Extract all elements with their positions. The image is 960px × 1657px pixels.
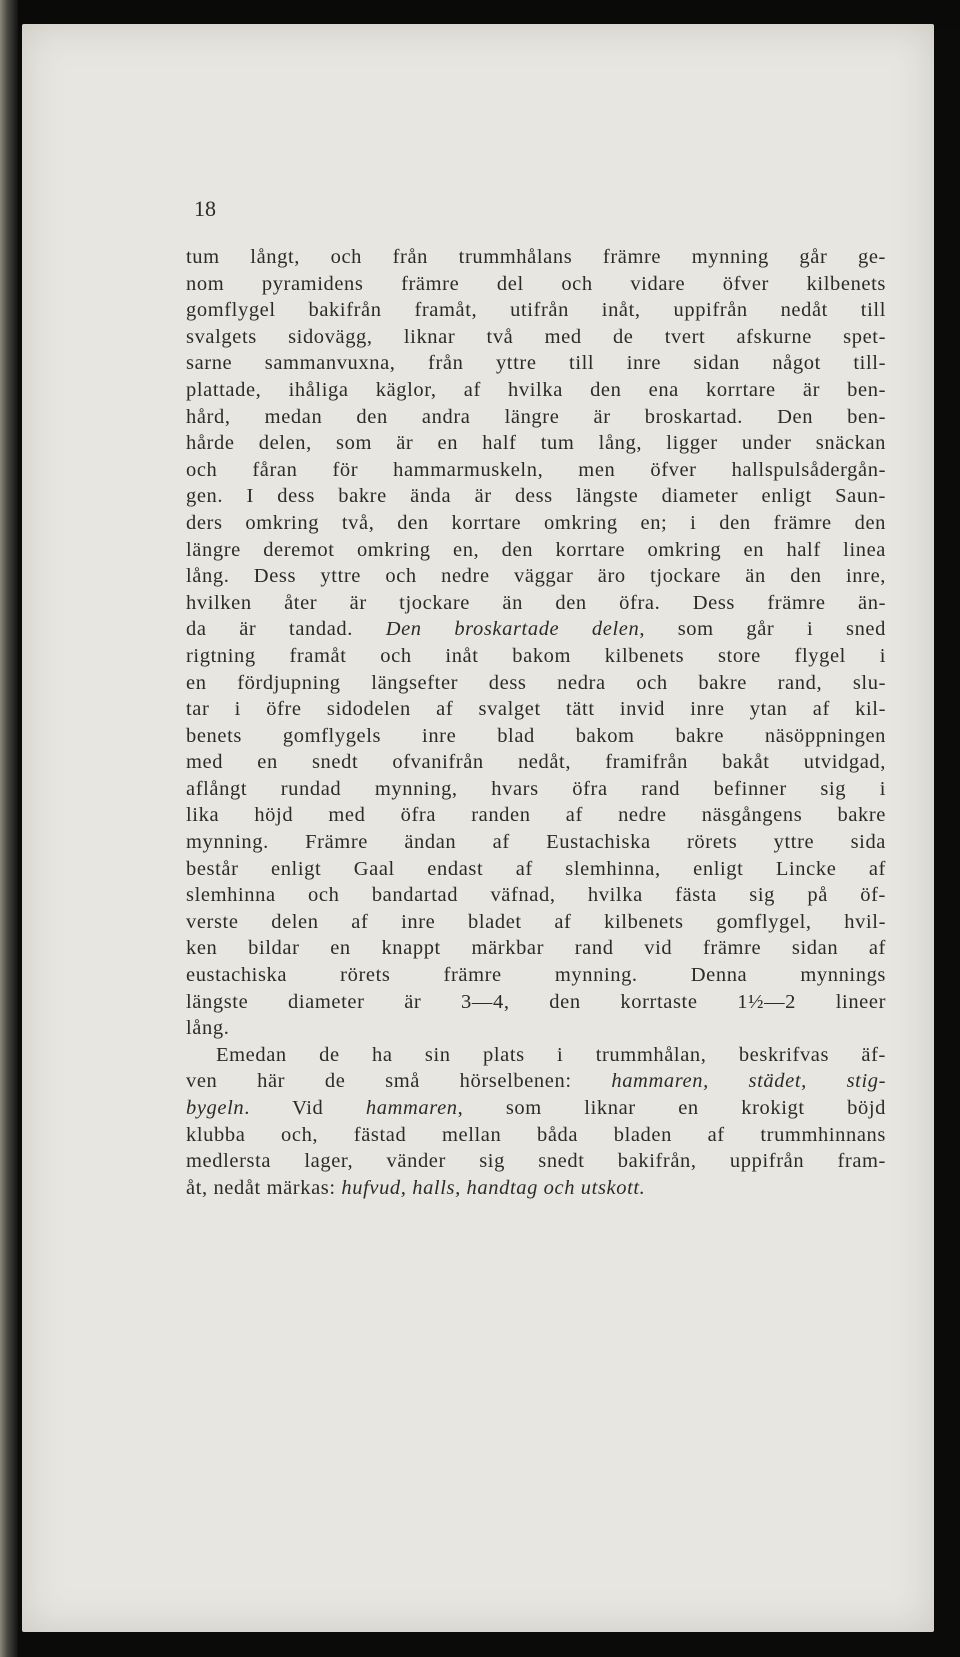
italic-term: hufvud, halls, handtag och utskott. bbox=[341, 1176, 646, 1199]
text-line bbox=[186, 1175, 886, 1202]
text-segment: hård, medan den andra längre är broskartad. Den ben- bbox=[186, 405, 886, 428]
text-line bbox=[186, 1095, 886, 1122]
text-line bbox=[186, 1042, 886, 1069]
text-line bbox=[186, 829, 886, 856]
text-segment: ken bildar en knappt märkbar rand vid främre sidan af bbox=[186, 937, 886, 960]
text-segment: aflångt rundad mynning, hvars öfra rand befinner sig i bbox=[186, 777, 886, 800]
text-segment: svalgets sidovägg, liknar två med de tvert afskurne spet- bbox=[186, 325, 886, 348]
text-segment: medlersta lager, vänder sig snedt bakifrån, uppifrån fram- bbox=[186, 1150, 886, 1173]
text-segment: lång. Dess yttre och nedre väggar äro tjockare än den inre, bbox=[186, 565, 886, 588]
text-segment: med en snedt ofvanifrån nedåt, framifrån bakåt utvidgad, bbox=[186, 751, 886, 774]
text-line bbox=[186, 350, 886, 377]
text-segment: Emedan de ha sin plats i trummhålan, beskrifvas äf- bbox=[216, 1043, 886, 1066]
text-line bbox=[186, 483, 886, 510]
text-segment: slemhinna och bandartad väfnad, hvilka fästa sig på öf- bbox=[186, 884, 886, 907]
text-segment: ders omkring två, den korrtare omkring en; i den främre den bbox=[186, 511, 886, 534]
italic-term: hammaren, städet, stig- bbox=[611, 1070, 887, 1093]
text-segment: verste delen af inre bladet af kilbenets gomflygel, hvil- bbox=[186, 910, 886, 933]
text-line bbox=[186, 324, 886, 351]
text-line bbox=[186, 297, 886, 324]
text-segment: mynning. Främre ändan af Eustachiska rörets yttre sida bbox=[186, 831, 886, 854]
text-line bbox=[186, 882, 886, 909]
text-line bbox=[186, 430, 886, 457]
text-segment: hårde delen, som är en half tum lång, ligger under snäckan bbox=[186, 432, 886, 455]
text-line bbox=[186, 616, 886, 643]
text-line bbox=[186, 271, 886, 298]
text-line bbox=[186, 1122, 886, 1149]
text-line bbox=[186, 749, 886, 776]
text-line bbox=[186, 457, 886, 484]
text-line bbox=[186, 670, 886, 697]
text-segment: längre deremot omkring en, den korrtare omkring en half linea bbox=[186, 538, 886, 561]
text-line bbox=[186, 377, 886, 404]
text-line bbox=[186, 909, 886, 936]
text-segment: gen. I dess bakre ända är dess längste diameter enligt Saun- bbox=[186, 485, 886, 508]
text-line bbox=[186, 776, 886, 803]
body-text bbox=[186, 244, 886, 1201]
italic-term: hammaren bbox=[365, 1097, 458, 1119]
text-segment: eustachiska rörets främre mynning. Denna mynnings bbox=[186, 964, 886, 987]
text-line bbox=[186, 989, 886, 1016]
text-segment: tar i öfre sidodelen af svalget tätt invid inre ytan af kil- bbox=[186, 698, 886, 721]
text-line bbox=[186, 935, 886, 962]
text-line bbox=[186, 856, 886, 883]
text-segment: sarne sammanvuxna, från yttre till inre sidan något till- bbox=[186, 352, 886, 375]
text-segment: åt, nedåt märkas: bbox=[186, 1176, 342, 1199]
italic-term: Den broskartade delen bbox=[385, 618, 640, 641]
text-segment: längste diameter är 3—4, den korrtaste 1½—2 lineer bbox=[186, 990, 886, 1013]
text-segment: . Vid bbox=[244, 1097, 366, 1119]
text-segment: klubba och, fästad mellan båda bladen af trummhinnans bbox=[186, 1123, 886, 1146]
text-segment: hvilken åter är tjockare än den öfra. Dess främre än- bbox=[186, 591, 886, 614]
text-segment: , som liknar en krokigt böjd bbox=[457, 1097, 886, 1119]
scan-border-left bbox=[0, 0, 18, 1657]
text-line bbox=[186, 1148, 886, 1175]
text-segment: benets gomflygels inre blad bakom bakre näsöppningen bbox=[186, 724, 886, 747]
text-segment: rigtning framåt och inåt bakom kilbenets store flygel i bbox=[186, 644, 886, 667]
text-segment: lång. bbox=[186, 1017, 230, 1040]
text-segment: består enligt Gaal endast af slemhinna, enligt Lincke af bbox=[186, 857, 886, 880]
text-segment: och fåran för hammarmuskeln, men öfver hallspulsådergån- bbox=[186, 458, 886, 481]
text-line bbox=[186, 563, 886, 590]
text-line bbox=[186, 1015, 886, 1042]
text-line bbox=[186, 244, 886, 271]
text-line bbox=[186, 962, 886, 989]
text-line bbox=[186, 537, 886, 564]
text-line bbox=[186, 510, 886, 537]
text-line bbox=[186, 404, 886, 431]
italic-term: bygeln bbox=[186, 1097, 245, 1119]
text-segment: plattade, ihåliga käglor, af hvilka den ena korrtare är ben- bbox=[186, 378, 886, 401]
text-segment: en fördjupning längsefter dess nedra och bakre rand, slu- bbox=[186, 671, 886, 694]
text-line bbox=[186, 723, 886, 750]
text-segment: , som går i sned bbox=[639, 618, 886, 641]
text-line bbox=[186, 643, 886, 670]
text-line bbox=[186, 1068, 886, 1095]
text-segment: ven här de små hörselbenen: bbox=[186, 1070, 612, 1093]
text-segment: da är tandad. bbox=[186, 618, 386, 641]
text-line bbox=[186, 696, 886, 723]
book-page bbox=[22, 24, 934, 1632]
text-segment: lika höjd med öfra randen af nedre näsgångens bakre bbox=[186, 804, 886, 827]
text-line bbox=[186, 590, 886, 617]
text-segment: gomflygel bakifrån framåt, utifrån inåt, uppifrån nedåt till bbox=[186, 299, 886, 322]
text-segment: tum långt, och från trummhålans främre mynning går ge- bbox=[186, 246, 886, 268]
page-number: 18 bbox=[194, 196, 216, 221]
text-line bbox=[186, 802, 886, 829]
text-segment: nom pyramidens främre del och vidare öfver kilbenets bbox=[186, 272, 886, 295]
